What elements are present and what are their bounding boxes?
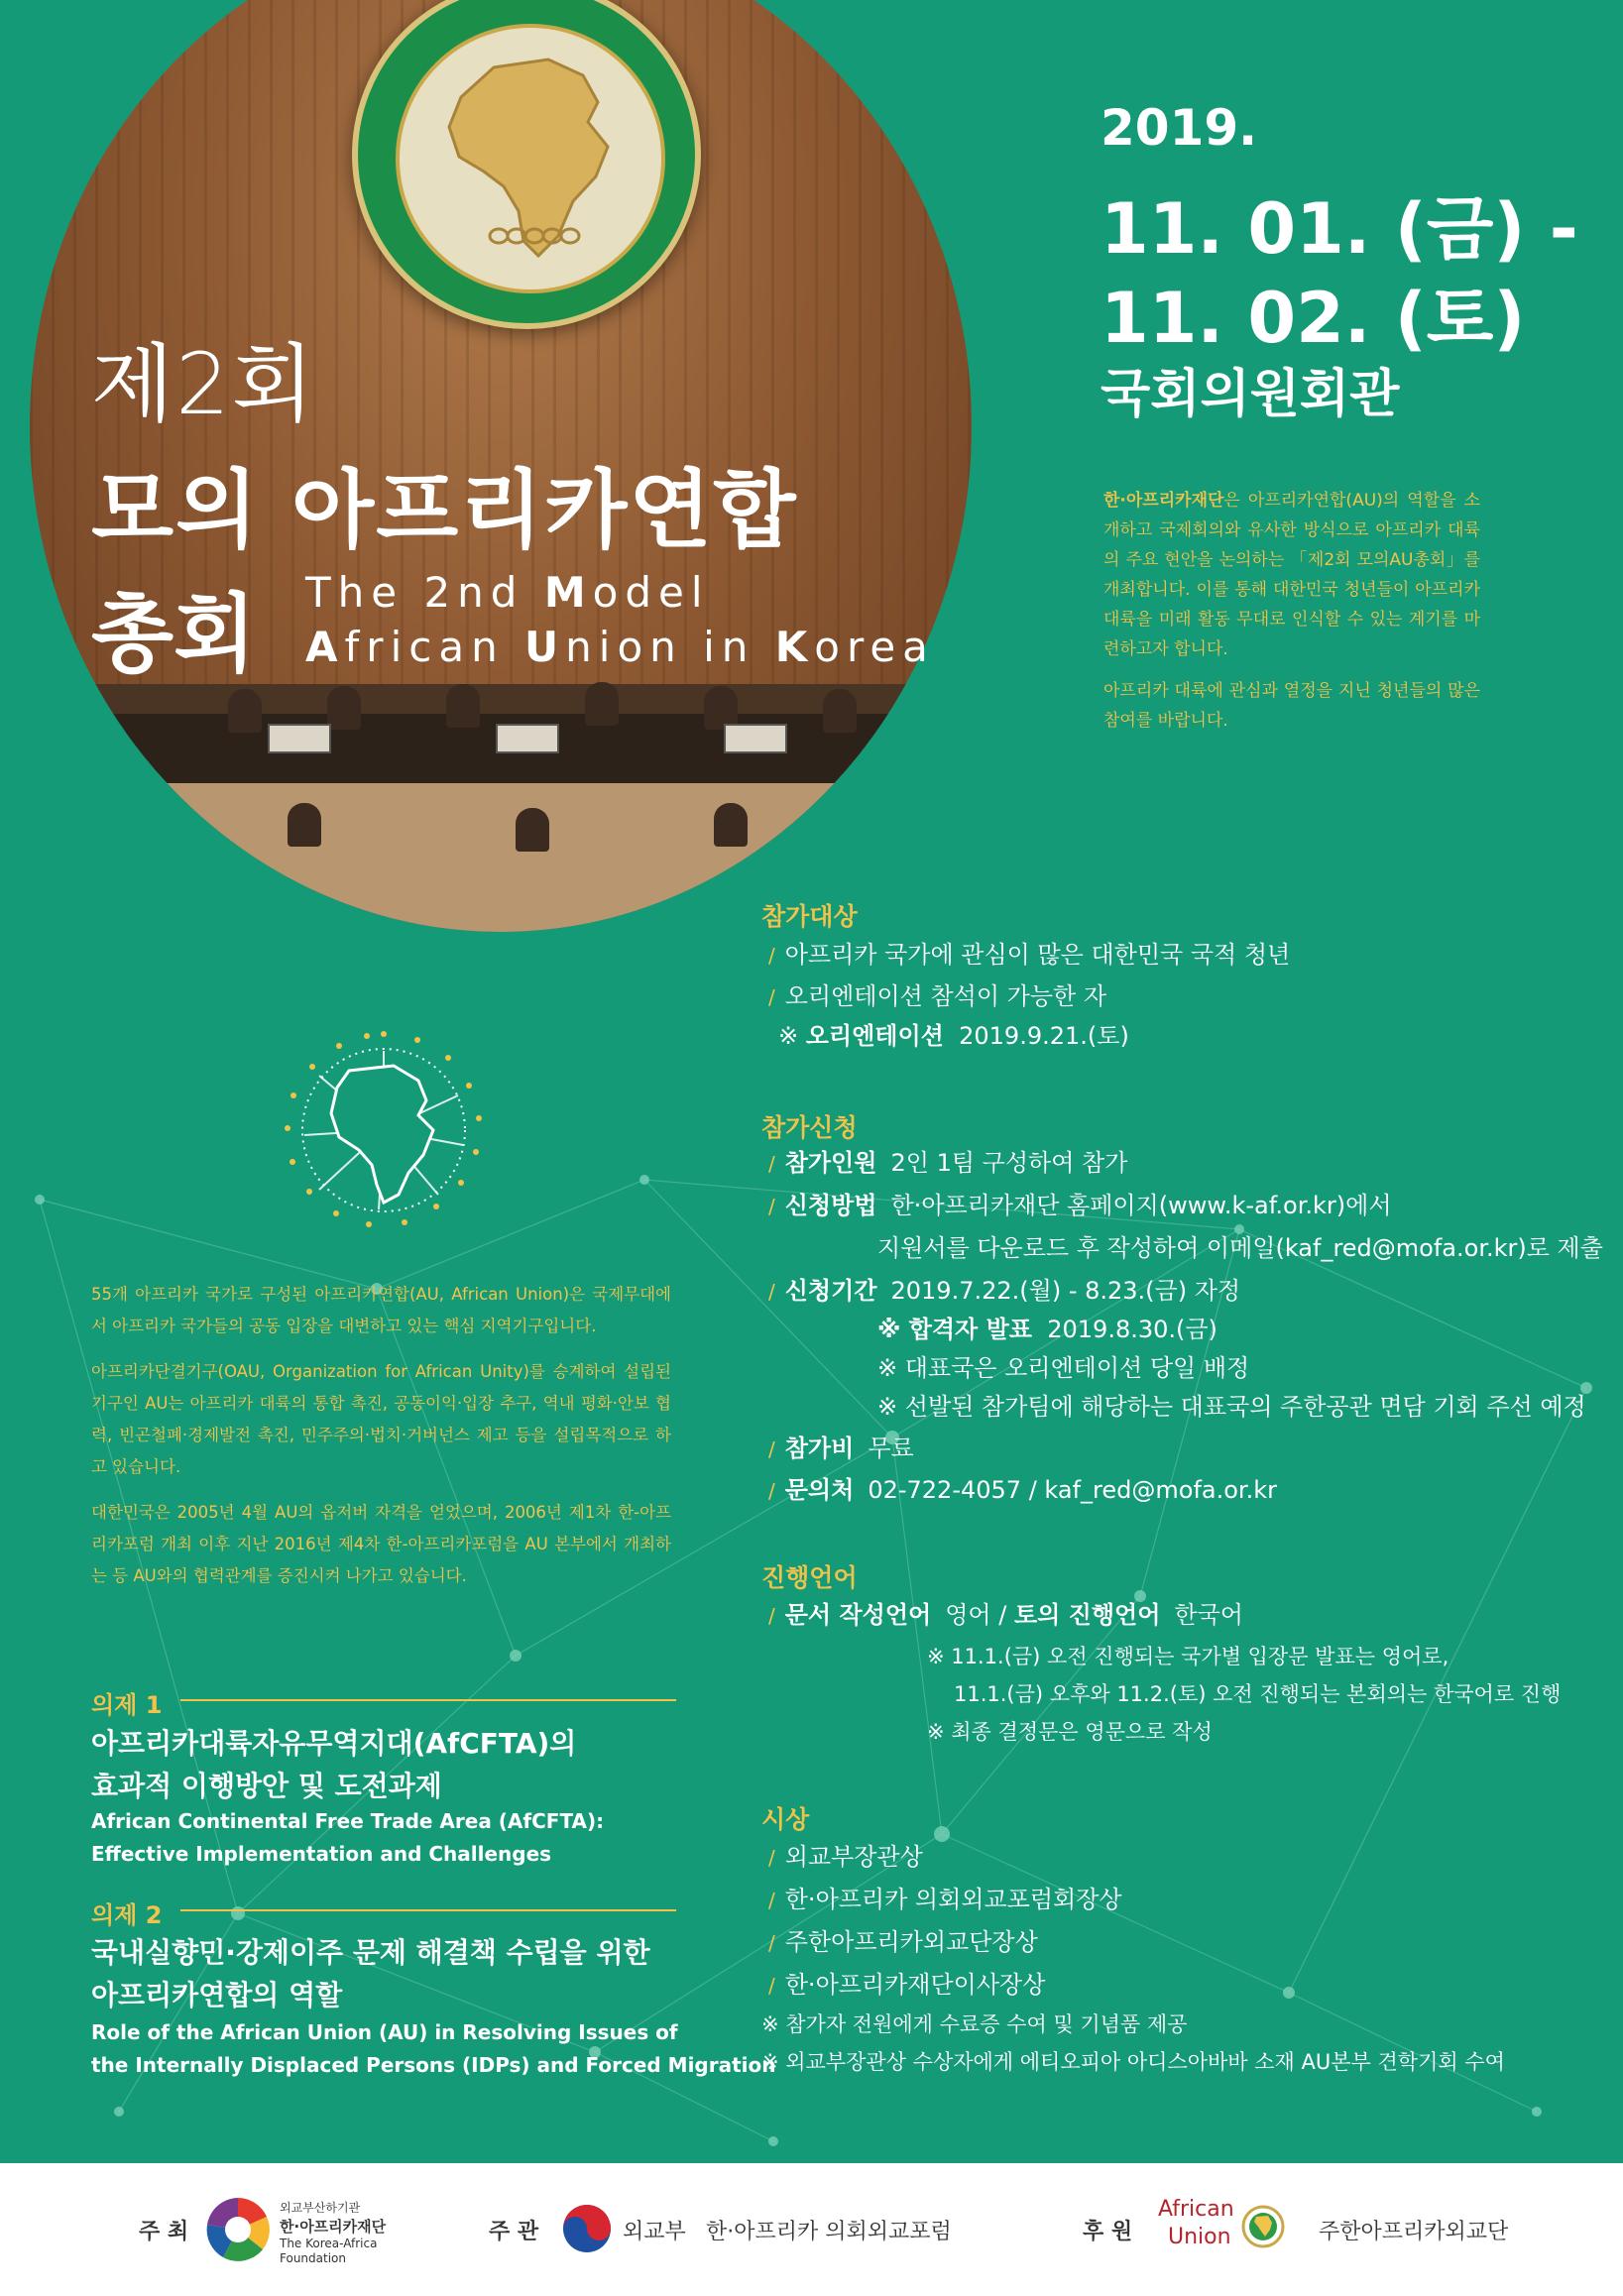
language-note: ※ 11.1.(금) 오전 진행되는 국가별 입장문 발표는 영어로, — [927, 1645, 1449, 1668]
african-union-logo — [280, 1026, 488, 1234]
language-note-line2: 11.1.(금) 오후와 11.2.(토) 오전 진행되는 본회의는 한국어로 진행 — [954, 1682, 1562, 1706]
au-wall-emblem — [352, 0, 701, 329]
host-org-name: 한·아프리카재단 — [280, 2218, 387, 2236]
orientation-note — [778, 1017, 1129, 1055]
host-org-english: The Korea-Africa — [280, 2237, 378, 2250]
delegate-figure — [446, 684, 480, 728]
award-item-text: 한·아프리카 의회외교포럼회장상 — [784, 1886, 1122, 1913]
au-logo-text: African — [1158, 2197, 1234, 2222]
members-label: 참가인원 — [784, 1149, 877, 1177]
africa-map-icon — [400, 28, 661, 289]
orientation-date: 2019.9.21.(토) — [959, 1022, 1129, 1050]
agenda2-divider — [180, 1909, 676, 1911]
intro-invitation: 아프리카 대륙에 관심과 열정을 지닌 청년들의 많은 참여를 바랍니다. — [1103, 681, 1480, 731]
award-item-text: 주한아프리카외교단장상 — [784, 1928, 1038, 1956]
desk-monitor — [496, 724, 559, 753]
members-value: 2인 1팀 구성하여 참가 — [890, 1149, 1128, 1177]
language-row: / 문서 작성언어 영어 / 토의 진행언어 한국어 — [768, 1601, 1243, 1629]
event-year: 2019. — [1101, 99, 1258, 157]
agenda2-title-ko-line2: 아프리카연합의 역할 — [91, 1979, 343, 2011]
hq-visit-note: ※ 외교부장관상 수상자에게 에티오피아 아디스아바바 소재 AU본부 견학기회 수여 — [761, 2050, 1505, 2074]
language-heading: 진행언어 — [761, 1563, 858, 1592]
organizer-label: 주 관 — [489, 2220, 539, 2244]
award-item: / 외교부장관상 — [768, 1843, 923, 1871]
eligibility-item-text: 오리엔테이션 참석이 가능한 자 — [784, 982, 1107, 1010]
period-value: 2019.7.22.(월) - 8.23.(금) 자정 — [890, 1277, 1241, 1305]
discussion-language-value: 한국어 — [1174, 1601, 1243, 1629]
award-item-text: 외교부장관상 — [784, 1843, 923, 1871]
eligibility-item: / 오리엔테이션 참석이 가능한 자 — [768, 982, 1107, 1010]
fee-label: 참가비 — [784, 1435, 855, 1462]
agenda1-title-ko-line2: 효과적 이행방안 및 도전과제 — [91, 1770, 442, 1802]
au-description-paragraph: 아프리카단결기구(OAU, Organization for African Unity)를 승계하여 설립된 기구인 AU는 아프리카 대륙의 통합 촉진, 공동이익·입장 추구, 역내 평화·안보 협력, 빈곤철폐·경제발전 촉진, 민주주의·법치·거버넌스 제고 등을 설립목적으로 하고 있습니다. — [91, 1362, 671, 1476]
embassy-meeting-note: ※ 선발된 참가팀에 해당하는 대표국의 주한공관 면담 기회 주선 예정 — [877, 1393, 1586, 1421]
intro-org: 한·아프리카재단 — [1103, 491, 1224, 511]
method-value-line2: 지원서를 다운로드 후 작성하여 이메일(kaf_red@mofa.or.kr)로 제출 — [877, 1234, 1603, 1262]
eligibility-heading: 참가대상 — [761, 902, 858, 931]
period-label: 신청기간 — [784, 1277, 877, 1305]
host-label: 주 최 — [139, 2220, 189, 2244]
title-english-line1: The 2nd Model — [305, 568, 710, 617]
title-english-line2: African Union in Korea — [305, 623, 935, 671]
contact-value: 02-722-4057 / kaf_red@mofa.or.kr — [868, 1476, 1277, 1504]
au-description-paragraph: 55개 아프리카 국가로 구성된 아프리카연합(AU, African Union)은 국제무대에서 아프리카 국가들의 공동 입장을 대변하고 있는 핵심 지역기구입니다. — [91, 1285, 671, 1335]
agenda2-title-en-line2: the Internally Displaced Persons (IDPs) and Forced Migration — [91, 2053, 776, 2077]
fee-row: / 참가비 무료 — [768, 1435, 914, 1462]
award-item: / 한·아프리카 의회외교포럼회장상 — [768, 1886, 1122, 1913]
desk-monitor — [268, 724, 331, 753]
au-description-paragraph: 대한민국은 2005년 4월 AU의 옵저버 자격을 얻었으며, 2006년 제1차 한-아프리카포럼 개최 이후 지난 2016년 제4차 한-아프리카포럼을 AU 본부에서 개최하는 등 AU와의 협력관계를 증진시켜 나가고 있습니다. — [91, 1503, 671, 1585]
intro-paragraph — [1103, 486, 1480, 664]
final-document-note: ※ 최종 결정문은 영문으로 작성 — [927, 1720, 1213, 1744]
title-main: 모의 아프리카연합 — [91, 461, 798, 560]
agenda2-title-en: Role of the African Union (AU) in Resolving Issues of — [91, 2020, 678, 2044]
contact-row: / 문의처 02-722-4057 / kaf_red@mofa.or.kr — [768, 1476, 1277, 1504]
mofa-taeguk-icon — [561, 2203, 613, 2254]
eligibility-item-text: 아프리카 국가에 관심이 많은 대한민국 국적 청년 — [784, 941, 1291, 969]
organizer-mofa: 외교부 — [623, 2220, 686, 2244]
delegate-figure — [714, 803, 748, 847]
contact-label: 문의처 — [784, 1476, 855, 1504]
note-mark: ※ — [778, 1022, 799, 1050]
award-item-text: 한·아프리카재단이사장상 — [784, 1971, 1046, 1999]
agenda2-title-ko: 국내실향민·강제이주 문제 해결책 수립을 위한 — [91, 1936, 650, 1969]
agenda2-label: 의제 2 — [91, 1901, 163, 1929]
emblem-inner-disc — [396, 24, 665, 293]
delegate-figure — [823, 689, 857, 733]
fee-value: 무료 — [868, 1435, 914, 1462]
eligibility-item: / 아프리카 국가에 관심이 많은 대한민국 국적 청년 — [768, 941, 1291, 969]
application-members-row: / 참가인원 2인 1팀 구성하여 참가 — [768, 1149, 1128, 1177]
intro-body: 은 아프리카연합(AU)의 역할을 소개하고 국제회의와 유사한 방식으로 아프리카 대륙의 주요 현안을 논의하는 「제2회 모의AU총회」를 개최합니다. 이를 통해 대한민국 청년들이 아프리카 대륙을 미래 활동 무대로 인식할 수 있는 계기를 마련하고자 합니다. — [1103, 491, 1480, 659]
au-logo-text-line2: Union — [1168, 2225, 1231, 2249]
event-venue: 국회의원회관 — [1101, 365, 1400, 424]
title-main-second-line: 총회 — [91, 585, 257, 684]
discussion-language-label: 토의 진행언어 — [1013, 1601, 1161, 1629]
method-value: 한·아프리카재단 홈페이지(www.k-af.or.kr)에서 — [890, 1192, 1392, 1219]
organizer-forum: 한·아프리카 의회외교포럼 — [706, 2220, 952, 2244]
award-item: / 한·아프리카재단이사장상 — [768, 1971, 1046, 1999]
results-date: 2019.8.30.(금) — [1047, 1316, 1217, 1343]
method-label: 신청방법 — [784, 1192, 877, 1219]
application-heading: 참가신청 — [761, 1113, 858, 1142]
sponsor-label: 후 원 — [1083, 2220, 1133, 2244]
title-edition: 제2회 — [91, 335, 316, 434]
desk-monitor — [724, 724, 787, 753]
au-description — [91, 1279, 671, 1606]
application-method-row: / 신청방법 한·아프리카재단 홈페이지(www.k-af.or.kr)에서 — [768, 1192, 1392, 1219]
agenda1-title-ko: 아프리카대륙자유무역지대(AfCFTA)의 — [91, 1727, 577, 1760]
orientation-label: 오리엔테이션 — [805, 1022, 944, 1050]
awards-heading: 시상 — [761, 1805, 810, 1834]
application-period-row: / 신청기간 2019.7.22.(월) - 8.23.(금) 자정 — [768, 1277, 1241, 1305]
delegate-figure — [585, 682, 619, 726]
agenda1-title-en-line2: Effective Implementation and Challenges — [91, 1842, 552, 1866]
host-org-affiliation: 외교부산하기관 — [280, 2201, 361, 2215]
delegate-figure — [288, 803, 321, 847]
doc-language-label: 문서 작성언어 — [784, 1601, 932, 1629]
country-assignment-note: ※ 대표국은 오리엔테이션 당일 배정 — [877, 1354, 1250, 1382]
delegate-figure — [516, 808, 549, 852]
doc-language-value: 영어 / — [945, 1601, 1007, 1629]
delegate-figure — [228, 689, 262, 733]
au-emblem-icon — [1241, 2205, 1285, 2248]
sponsor-org: 주한아프리카외교단 — [1319, 2220, 1509, 2244]
agenda1-title-en: African Continental Free Trade Area (AfCFTA): — [91, 1809, 605, 1833]
agenda1-label: 의제 1 — [91, 1691, 163, 1719]
event-end-date: 11. 02. (토) — [1101, 278, 1526, 359]
footer-sponsors — [0, 2163, 1623, 2296]
delegate-figure — [327, 686, 361, 730]
intro-text — [1103, 486, 1480, 747]
certificate-note: ※ 참가자 전원에게 수료증 수여 및 기념품 제공 — [761, 2012, 1188, 2036]
results-label: ※ 합격자 발표 — [877, 1316, 1032, 1343]
korea-africa-foundation-logo-icon — [203, 2195, 273, 2264]
results-note — [877, 1311, 1217, 1348]
agenda1-divider — [180, 1699, 676, 1701]
host-org-english-line2: Foundation — [280, 2251, 346, 2265]
award-item: / 주한아프리카외교단장상 — [768, 1928, 1038, 1956]
event-start-date: 11. 01. (금) - — [1101, 188, 1578, 270]
